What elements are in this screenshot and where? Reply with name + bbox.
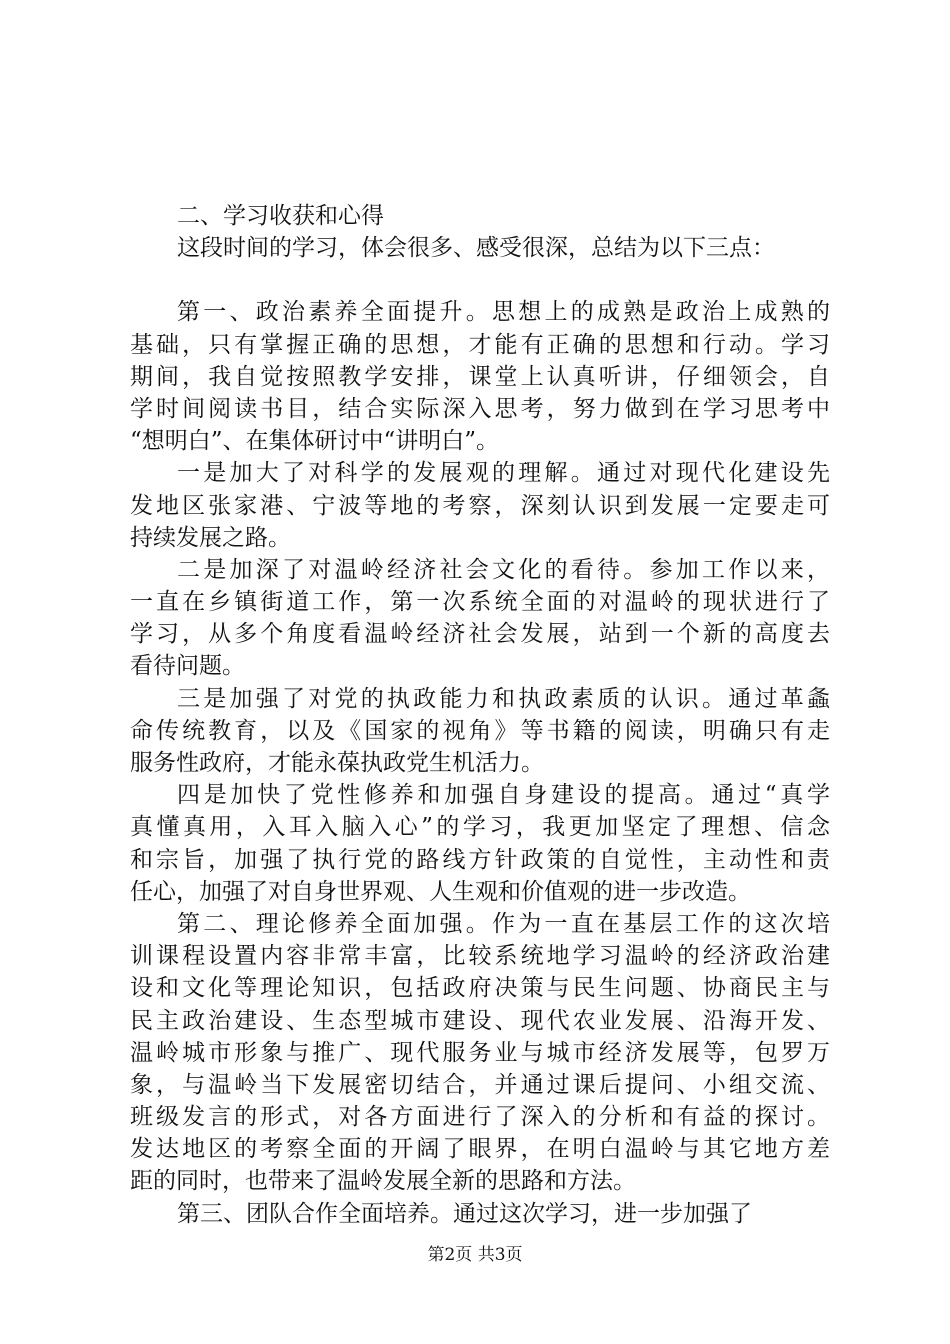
paragraph-line: 第一、政治素养全面提升。思想上的成熟是政治上成熟的 [177,299,830,326]
paragraph-line: 温岭城市形象与推广、现代服务业与城市经济发展等，包罗万 [130,1039,830,1066]
document-body [130,200,830,1230]
paragraph-line: 三是加强了对党的执政能力和执政素质的认识。通过革螽 [177,685,830,712]
paragraph-line: 象，与温岭当下发展密切结合，并通过课后提问、小组交流、 [130,1071,830,1098]
paragraph-line: 持续发展之路。 [130,524,291,551]
paragraph-line: 看待问题。 [130,653,245,680]
paragraph-line: 班级发言的形式，对各方面进行了深入的分析和有益的探讨。 [130,1104,830,1131]
paragraph-line: 二、学习收获和心得 [177,203,384,229]
paragraph-line: 命传统教育，以及《国家的视角》等书籍的阅读，明确只有走 [130,717,830,744]
paragraph-line: 距的同时，也带来了温岭发展全新的思路和方法。 [130,1168,636,1195]
paragraph-line: 一直在乡镇街道工作，第一次系统全面的对温岭的现状进行了 [130,589,830,616]
page-footer: 第2页 共3页 [427,1245,523,1265]
paragraph-line: 发达地区的考察全面的开阔了眼界，在明白温岭与其它地方差 [130,1136,830,1163]
paragraph-line: 一是加大了对科学的发展观的理解。通过对现代化建设先 [177,460,830,487]
paragraph-line: 学习，从多个角度看温岭经济社会发展，站到一个新的高度去 [130,621,830,648]
paragraph-line: 第三、团队合作全面培养。通过这次学习，进一步加强了 [177,1200,752,1227]
paragraph-line: 设和文化等理论知识，包括政府决策与民生问题、协商民主与 [130,975,830,1002]
paragraph-line: “想明白”、在集体研讨中“讲明白”。 [130,428,500,455]
paragraph-line: 发地区张家港、宁波等地的考察，深刻认识到发展一定要走可 [130,492,830,519]
paragraph-line: 和宗旨，加强了执行党的路线方针政策的自觉性，主动性和责 [130,846,830,873]
paragraph-line: 二是加深了对温岭经济社会文化的看待。参加工作以来， [177,556,830,583]
paragraph-line: 期间，我自觉按照教学安排，课堂上认真听讲，仔细领会，自 [130,363,830,390]
paragraph-line: 民主政治建设、生态型城市建设、现代农业发展、沿海开发、 [130,1007,830,1034]
paragraph-line: 第二、理论修养全面加强。作为一直在基层工作的这次培 [177,910,830,937]
paragraph-line: 基础，只有掌握正确的思想，才能有正确的思想和行动。学习 [130,331,830,358]
paragraph-line: 这段时间的学习，体会很多、感受很深，总结为以下三点： [177,235,775,262]
paragraph-line: 任心，加强了对自身世界观、人生观和价值观的进一步改造。 [130,878,751,905]
paragraph-line: 训课程设置内容非常丰富，比较系统地学习温岭的经济政治建 [130,943,830,970]
paragraph-line: 服务性政府，才能永葆执政党生机活力。 [130,750,544,776]
paragraph-line: 真懂真用，入耳入脑入心”的学习，我更加坚定了理想、信念 [130,814,830,841]
paragraph-line: 学时间阅读书目，结合实际深入思考，努力做到在学习思考中 [130,395,830,422]
paragraph-spacer [130,264,830,296]
paragraph-line: 四是加快了党性修养和加强自身建设的提高。通过“真学 [177,782,830,809]
